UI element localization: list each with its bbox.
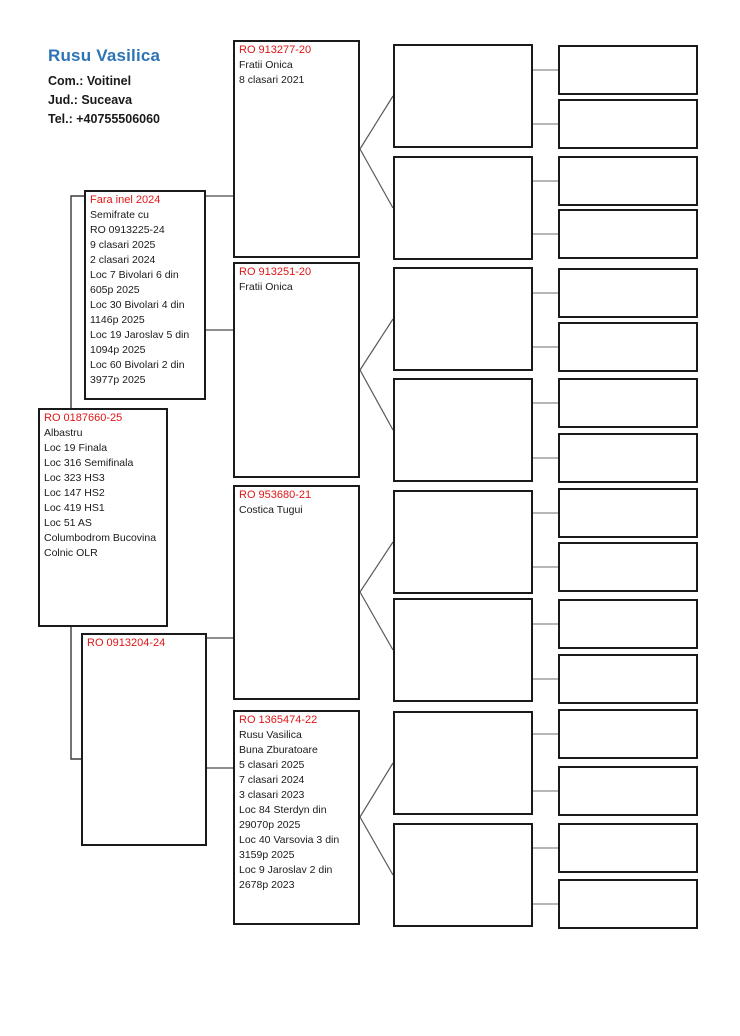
connector-line <box>360 149 393 208</box>
pedigree-box-greatgrandancestor-empty <box>558 45 698 95</box>
pedigree-box-grandancestor-empty <box>393 598 533 702</box>
pedigree-box-grandancestor-empty <box>393 267 533 371</box>
pedigree-text-line: Columbodrom Bucovina <box>44 532 157 544</box>
pedigree-box-dam-sire <box>233 485 360 700</box>
pedigree-text-line: 9 clasari 2025 <box>90 239 156 251</box>
pedigree-box-greatgrandancestor-empty <box>558 488 698 538</box>
pedigree-text-line: 2 clasari 2024 <box>90 254 156 266</box>
pedigree-box-sire-sire <box>233 40 360 258</box>
pedigree-text-line: Costica Tugui <box>239 504 303 516</box>
pedigree-box-sire <box>84 190 206 400</box>
pedigree-box-sire-dam <box>233 262 360 478</box>
pedigree-text-line: Fratii Onica <box>239 59 293 71</box>
pedigree-text-line: Loc 323 HS3 <box>44 472 105 484</box>
pedigree-text-line: Loc 40 Varsovia 3 din 3159p 2025 <box>239 834 340 861</box>
connector-line <box>360 542 393 592</box>
pedigree-box-grandancestor-empty <box>393 711 533 815</box>
pedigree-text-line: Buna Zburatoare <box>239 744 318 756</box>
pedigree-text-line: Loc 19 Jaroslav 5 din 1094p 2025 <box>90 329 190 356</box>
pedigree-text-line: Loc 60 Bivolari 2 din 3977p 2025 <box>90 359 185 386</box>
pedigree-text-line: 5 clasari 2025 <box>239 759 305 771</box>
connector-line <box>360 370 393 430</box>
owner-name: Rusu Vasilica <box>48 46 161 65</box>
pedigree-text-line: 7 clasari 2024 <box>239 774 305 786</box>
pedigree-text-line: Loc 419 HS1 <box>44 502 105 514</box>
pedigree-box-greatgrandancestor-empty <box>558 823 698 873</box>
pedigree-box-grandancestor-empty <box>393 490 533 594</box>
pedigree-box-greatgrandancestor-empty <box>558 542 698 592</box>
pedigree-box-greatgrandancestor-empty <box>558 378 698 428</box>
pedigree-text-line: Loc 19 Finala <box>44 442 108 454</box>
pedigree-box-greatgrandancestor-empty <box>558 209 698 259</box>
ring-number: RO 1365474-22 <box>239 714 318 726</box>
pedigree-box-dam-dam <box>233 710 360 925</box>
pedigree-box-greatgrandancestor-empty <box>558 156 698 206</box>
pedigree-text-line: Albastru <box>44 427 83 439</box>
owner-county: Jud.: Suceava <box>48 93 133 107</box>
pedigree-text-line: 8 clasari 2021 <box>239 74 305 86</box>
ring-number: RO 0913204-24 <box>87 637 166 649</box>
pedigree-box-greatgrandancestor-empty <box>558 599 698 649</box>
connector-line <box>360 763 393 817</box>
ring-number: RO 913277-20 <box>239 44 312 56</box>
connector-line <box>360 319 393 370</box>
box-details <box>90 208 201 388</box>
pedigree-text-line: Loc 30 Bivolari 4 din 1146p 2025 <box>90 299 185 326</box>
connector-line <box>360 592 393 650</box>
box-details <box>44 426 163 561</box>
pedigree-box-grandancestor-empty <box>393 44 533 148</box>
owner-phone: Tel.: +40755506060 <box>48 112 161 126</box>
box-details <box>239 280 355 295</box>
ring-number: RO 913251-20 <box>239 266 312 278</box>
pedigree-box-greatgrandancestor-empty <box>558 709 698 759</box>
connector-line <box>71 196 84 408</box>
pedigree-box-grandancestor-empty <box>393 823 533 927</box>
pedigree-text-line: Colnic OLR <box>44 547 98 559</box>
pedigree-text-line: Rusu Vasilica <box>239 729 302 741</box>
pedigree-text-line: Loc 147 HS2 <box>44 487 105 499</box>
pedigree-box-grandancestor-empty <box>393 156 533 260</box>
pedigree-box-greatgrandancestor-empty <box>558 433 698 483</box>
pedigree-text-line: RO 0913225-24 <box>90 224 165 236</box>
box-details <box>239 503 355 518</box>
pedigree-box-greatgrandancestor-empty <box>558 879 698 929</box>
box-details <box>239 58 355 88</box>
pedigree-box-grandancestor-empty <box>393 378 533 482</box>
pedigree-text-line: Fratii Onica <box>239 281 293 293</box>
pedigree-box-greatgrandancestor-empty <box>558 654 698 704</box>
connector-line <box>360 817 393 875</box>
pedigree-text-line: Loc 9 Jaroslav 2 din 2678p 2023 <box>239 864 333 891</box>
pedigree-box-greatgrandancestor-empty <box>558 268 698 318</box>
pedigree-box-greatgrandancestor-empty <box>558 766 698 816</box>
pedigree-text-line: Semifrate cu <box>90 209 149 221</box>
pedigree-text-line: Loc 316 Semifinala <box>44 457 134 469</box>
pedigree-text-line: Loc 51 AS <box>44 517 92 529</box>
pedigree-text-line: Loc 7 Bivolari 6 din 605p 2025 <box>90 269 179 296</box>
connector-line <box>360 96 393 149</box>
ring-number: Fara inel 2024 <box>90 194 161 206</box>
ring-number: RO 0187660-25 <box>44 412 123 424</box>
pedigree-box-greatgrandancestor-empty <box>558 322 698 372</box>
pedigree-box-dam <box>81 633 207 846</box>
pedigree-box-greatgrandancestor-empty <box>558 99 698 149</box>
connector-line <box>71 627 81 759</box>
pedigree-text-line: 3 clasari 2023 <box>239 789 305 801</box>
owner-commune: Com.: Voitinel <box>48 74 132 88</box>
pedigree-box-subject <box>38 408 168 627</box>
ring-number: RO 953680-21 <box>239 489 312 501</box>
box-details <box>239 728 355 893</box>
pedigree-text-line: Loc 84 Sterdyn din 29070p 2025 <box>239 804 327 831</box>
